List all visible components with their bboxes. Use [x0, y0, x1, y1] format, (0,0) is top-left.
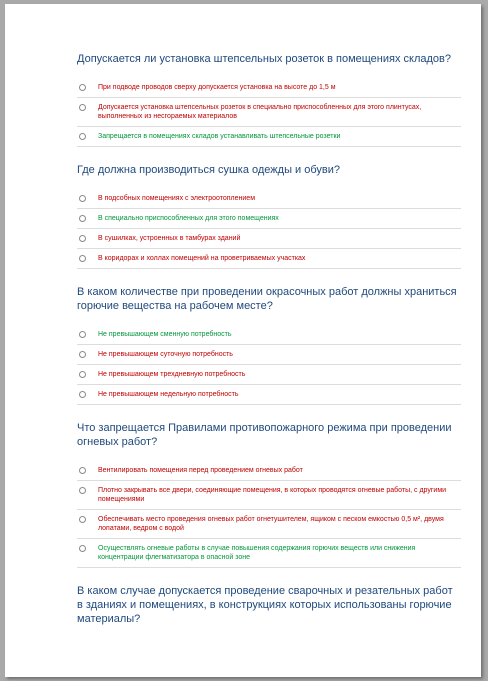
answer-text: Вентилировать помещения перед проведением огневых работ [98, 467, 303, 474]
radio-icon[interactable] [79, 351, 86, 358]
answer-text: В специально приспособленных для этого помещениях [98, 215, 279, 222]
radio-icon[interactable] [79, 195, 86, 202]
answer-option[interactable] [77, 249, 461, 269]
answer-text: Не превышающем трехдневную потребность [98, 371, 246, 378]
answer-text: Не превышающем суточную потребность [98, 351, 233, 358]
answer-list [77, 325, 461, 405]
answer-text: Запрещается в помещениях складов устанавливать штепсельные розетки [98, 133, 341, 140]
answer-option[interactable] [77, 385, 461, 405]
radio-icon[interactable] [79, 371, 86, 378]
answer-text: Плотно закрывать все двери, соединяющие помещения, в которых проводятся огневые работы, с другими помещениями [98, 487, 447, 503]
answer-text: В коридорах и холлах помещений на проветриваемых участках [98, 255, 306, 262]
answer-option[interactable] [77, 98, 461, 127]
answer-text: При подводе проводов сверху допускается установка на высоте до 1,5 м [98, 84, 336, 91]
answer-text: Не превышающем недельную потребность [98, 391, 239, 398]
radio-icon[interactable] [79, 391, 86, 398]
radio-icon[interactable] [79, 255, 86, 262]
question-block-2 [77, 163, 461, 269]
document-page [5, 4, 481, 677]
answer-text: Обеспечивать место проведения огневых работ огнетушителем, ящиком с песком емкостью 0,5 м², двумя лопатами, ведром с водой [98, 516, 444, 532]
question-title: В каком случае допускается проведение сварочных и резательных работ в зданиях и помещениях, в конструкциях которых использованы горючие материалы? [77, 585, 453, 625]
answer-option[interactable] [77, 209, 461, 229]
answer-text: В сушилках, устроенных в тамбурах зданий [98, 235, 241, 242]
question-block-1 [77, 52, 461, 147]
radio-icon[interactable] [79, 235, 86, 242]
answer-list [77, 189, 461, 269]
answer-option[interactable] [77, 365, 461, 385]
radio-icon[interactable] [79, 331, 86, 338]
question-title: Что запрещается Правилами противопожарного режима при проведении огневых работ? [77, 422, 452, 448]
radio-icon[interactable] [79, 215, 86, 222]
answer-option[interactable] [77, 461, 461, 481]
answer-option[interactable] [77, 539, 461, 568]
quiz-content [77, 52, 461, 642]
answer-text: Осуществлять огневые работы в случае повышения содержания горючих веществ или снижения концентрации флегматизатора в опасной зоне [98, 545, 416, 561]
radio-icon[interactable] [79, 84, 86, 91]
radio-icon[interactable] [79, 545, 86, 552]
answer-list [77, 78, 461, 147]
answer-option[interactable] [77, 325, 461, 345]
radio-icon[interactable] [79, 104, 86, 111]
question-block-4 [77, 421, 461, 568]
question-block-3 [77, 285, 461, 405]
radio-icon[interactable] [79, 467, 86, 474]
answer-option[interactable] [77, 127, 461, 147]
answer-option[interactable] [77, 78, 461, 98]
radio-icon[interactable] [79, 133, 86, 140]
question-title: Допускается ли установка штепсельных розеток в помещениях складов? [77, 53, 452, 65]
answer-option[interactable] [77, 481, 461, 510]
answer-option[interactable] [77, 189, 461, 209]
radio-icon[interactable] [79, 487, 86, 494]
answer-option[interactable] [77, 345, 461, 365]
answer-text: Допускается установка штепсельных розеток в специально приспособленных для этого плинтусах, выполненных из несгораемых материалов [98, 104, 422, 120]
question-block-5 [77, 584, 461, 626]
question-title: Где должна производиться сушка одежды и обуви? [77, 164, 341, 176]
answer-option[interactable] [77, 510, 461, 539]
radio-icon[interactable] [79, 516, 86, 523]
answer-text: Не превышающем сменную потребность [98, 331, 232, 338]
answer-text: В подсобных помещениях с электроотоплением [98, 195, 256, 202]
answer-list [77, 461, 461, 568]
question-title: В каком количестве при проведении окрасочных работ должны храниться горючие вещества на рабочем месте? [77, 286, 457, 312]
answer-option[interactable] [77, 229, 461, 249]
